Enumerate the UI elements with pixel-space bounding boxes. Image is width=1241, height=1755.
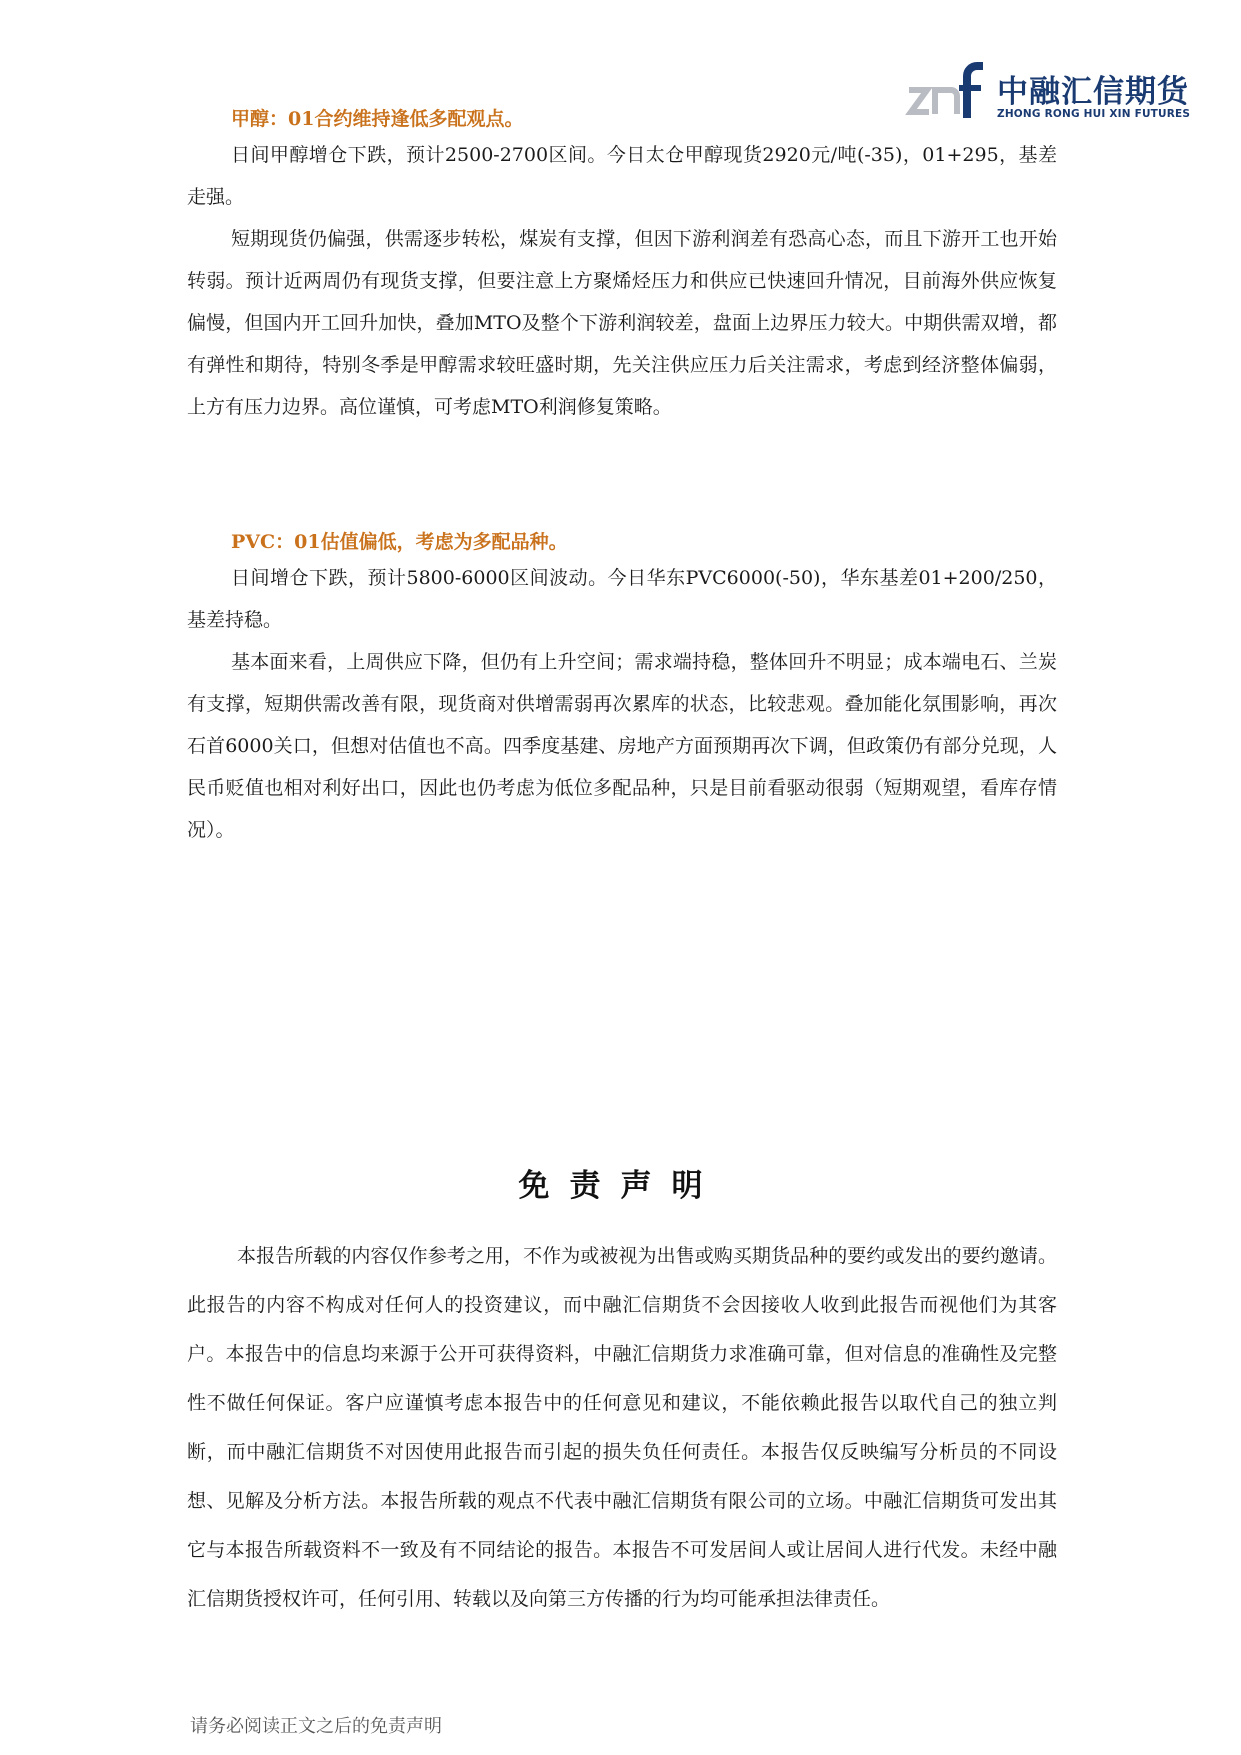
paragraph: 日间增仓下跌，预计5800-6000区间波动。今日华东PVC6000(-50)，华东基差01+200/250，基差持稳。 bbox=[187, 567, 1057, 631]
section-methanol bbox=[187, 104, 1057, 428]
footer-note: 请务必阅读正文之后的免责声明 bbox=[190, 1716, 442, 1737]
paragraph: 短期现货仍偏强，供需逐步转松，煤炭有支撑，但因下游利润差有恐高心态，而且下游开工也开始转弱。预计近两周仍有现货支撑，但要注意上方聚烯烃压力和供应已快速回升情况，目前海外供应恢复偏慢，但国内开工回升加快，叠加MTO及整个下游利润较差，盘面上边界压力较大。中期供需双增，都有弹性和期待，特别冬季是甲醇需求较旺盛时期，先关注供应压力后关注需求，考虑到经济整体偏弱，上方有压力边界。高位谨慎，可考虑MTO利润修复策略。 bbox=[187, 228, 1057, 418]
disclaimer-title: 免责声明 bbox=[518, 1168, 723, 1204]
logo-english-name: ZHONG RONG HUI XIN FUTURES bbox=[997, 108, 1191, 120]
disclaimer-text: 本报告所载的内容仅作参考之用，不作为或被视为出售或购买期货品种的要约或发出的要约邀请。此报告的内容不构成对任何人的投资建议，而中融汇信期货不会因接收人收到此报告而视他们为其客户。本报告中的信息均来源于公开可获得资料，中融汇信期货力求准确可靠，但对信息的准确性及完整性不做任何保证。客户应谨慎考虑本报告中的任何意见和建议，不能依赖此报告以取代自己的独立判断，而中融汇信期货不对因使用此报告而引起的损失负任何责任。本报告仅反映编写分析员的不同设想、见解及分析方法。本报告所载的观点不代表中融汇信期货有限公司的立场。中融汇信期货可发出其它与本报告所载资料不一致及有不同结论的报告。本报告不可发居间人或让居间人进行代发。未经中融汇信期货授权许可，任何引用、转载以及向第三方传播的行为均可能承担法律责任。 bbox=[187, 1245, 1057, 1610]
section-title: 甲醇：01合约维持逢低多配观点。 bbox=[231, 108, 524, 130]
disclaimer-section bbox=[187, 1232, 1057, 1624]
logo-chinese-name: 中融汇信期货 bbox=[997, 74, 1189, 110]
section-title: PVC：01估值偏低，考虑为多配品种。 bbox=[231, 531, 568, 553]
paragraph: 基本面来看，上周供应下降，但仍有上升空间；需求端持稳，整体回升不明显；成本端电石、兰炭有支撑，短期供需改善有限，现货商对供增需弱再次累库的状态，比较悲观。叠加能化氛围影响，再次石首6000关口，但想对估值也不高。四季度基建、房地产方面预期再次下调，但政策仍有部分兑现，人民币贬值也相对利好出口，因此也仍考虑为低位多配品种，只是目前看驱动很弱（短期观望，看库存情况）。 bbox=[187, 651, 1057, 841]
paragraph: 日间甲醇增仓下跌，预计2500-2700区间。今日太仓甲醇现货2920元/吨(-35)，01+295，基差走强。 bbox=[187, 144, 1057, 208]
section-pvc bbox=[187, 527, 1057, 851]
